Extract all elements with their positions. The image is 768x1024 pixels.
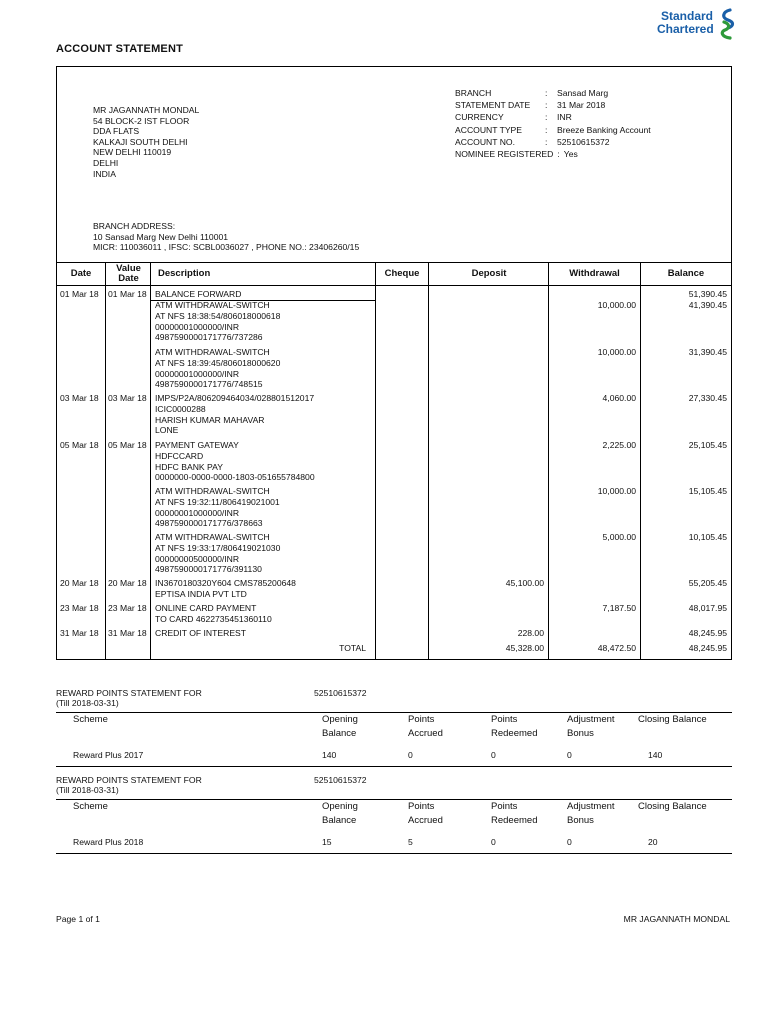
- row-description-line: HDFC BANK PAY: [155, 461, 223, 472]
- row-value-date: 23 Mar 18: [108, 603, 147, 613]
- col-withdrawal: Withdrawal: [569, 268, 620, 279]
- reward-col-closing: Closing Balance: [638, 801, 707, 812]
- row-description-line: EPTISA INDIA PVT LTD: [155, 588, 247, 599]
- reward-account: 52510615372: [314, 775, 367, 785]
- row-description-line: BALANCE FORWARD: [155, 289, 242, 299]
- row-description-line: AT NFS 18:39:45/806018000620: [155, 357, 281, 368]
- reward-account: 52510615372: [314, 688, 367, 698]
- page-title: ACCOUNT STATEMENT: [56, 43, 184, 55]
- reward-col-redeemed-line2: Redeemed: [491, 815, 538, 826]
- row-value-date: 20 Mar 18: [108, 578, 147, 588]
- standard-chartered-logo-icon: [716, 8, 738, 40]
- row-date: 05 Mar 18: [60, 440, 99, 450]
- address-line: DELHI: [93, 157, 119, 168]
- reward-col-redeemed: [491, 800, 537, 828]
- row-description-line: PAYMENT GATEWAY: [155, 440, 239, 450]
- row-balance: 48,017.95: [688, 603, 727, 613]
- info-value: Sansad Marg: [557, 88, 609, 98]
- reward-bonus: 0: [567, 837, 572, 847]
- account-info: BRANCH : Sansad Marg STATEMENT DATE : 31 Mar 2018 CURRENCY : INR ACCOUNT TYPE : Breeze Banking Account ACCOUNT NO. : 52510615372 NOMINEE REGISTERED : Yes: [455, 88, 651, 160]
- row-balance: 25,105.45: [688, 440, 727, 450]
- reward-closing: 20: [648, 837, 658, 847]
- reward-col-bonus-line2: Bonus: [567, 815, 594, 826]
- reward-col-accrued-line1: Points: [408, 714, 435, 725]
- reward-col-bonus-line1: Adjustment: [567, 714, 615, 725]
- row-balance: 48,245.95: [688, 628, 727, 638]
- row-deposit: 228.00: [517, 628, 544, 638]
- col-value-date-line2: Date: [118, 273, 139, 284]
- brand-line-1: Standard: [660, 9, 713, 23]
- branch-address-line: 10 Sansad Marg New Delhi 110001: [93, 231, 229, 242]
- brand-name: [657, 10, 713, 36]
- row-date: 23 Mar 18: [60, 603, 99, 613]
- col-balance: Balance: [667, 268, 705, 279]
- reward-col-bonus: [567, 800, 615, 828]
- reward-col-opening-line1: Opening: [322, 801, 358, 812]
- reward-col-bonus-line2: Bonus: [567, 728, 594, 739]
- row-withdrawal: 2,225.00: [602, 440, 636, 450]
- row-description-line: 00000001000000/INR: [155, 321, 240, 332]
- reward-rule-top: [56, 712, 732, 713]
- row-description-line: AT NFS 18:38:54/806018000618: [155, 310, 281, 321]
- row-withdrawal: 10,000.00: [597, 347, 636, 357]
- row-withdrawal: 10,000.00: [597, 300, 636, 310]
- row-description-line: ATM WITHDRAWAL-SWITCH: [155, 486, 270, 496]
- customer-address: [93, 105, 199, 179]
- info-label: NOMINEE REGISTERED: [455, 149, 554, 160]
- row-description-line: ICIC0000288: [155, 403, 206, 414]
- row-balance: 31,390.45: [688, 347, 727, 357]
- col-divider: [150, 262, 151, 660]
- reward-title: REWARD POINTS STATEMENT FOR: [56, 775, 202, 785]
- col-description: Description: [158, 268, 211, 279]
- row-value-date: 31 Mar 18: [108, 628, 147, 638]
- total-withdrawal: 48,472.50: [597, 643, 636, 653]
- row-description-line: HDFCCARD: [155, 450, 204, 461]
- total-deposit: 45,328.00: [505, 643, 544, 653]
- info-label: ACCOUNT TYPE: [455, 124, 523, 135]
- reward-col-opening-line2: Balance: [322, 815, 357, 826]
- col-value-date: [106, 262, 151, 286]
- branch-address: [93, 221, 359, 253]
- row-balance: 55,205.45: [688, 578, 727, 588]
- reward-col-accrued: [408, 800, 443, 828]
- col-divider: [548, 262, 549, 660]
- row-date: 20 Mar 18: [60, 578, 99, 588]
- row-date: 31 Mar 18: [60, 628, 99, 638]
- reward-col-scheme: Scheme: [73, 801, 108, 812]
- total-label: TOTAL: [339, 643, 366, 653]
- reward-col-bonus: [567, 713, 615, 741]
- row-description-line: 4987590000171776/748515: [155, 379, 263, 390]
- row-value-date: 05 Mar 18: [108, 440, 147, 450]
- reward-title: REWARD POINTS STATEMENT FOR: [56, 688, 202, 698]
- reward-till: (Till 2018-03-31): [56, 698, 119, 708]
- reward-scheme: Reward Plus 2018: [73, 837, 144, 847]
- address-line: MR JAGANNATH MONDAL: [93, 105, 200, 115]
- row-withdrawal: 4,060.00: [602, 393, 636, 403]
- reward-col-scheme: Scheme: [73, 714, 108, 725]
- info-label: BRANCH: [455, 88, 492, 98]
- row-description-line: TO CARD 4622735451360110: [155, 613, 272, 624]
- reward-col-accrued-line1: Points: [408, 801, 435, 812]
- reward-closing: 140: [648, 750, 663, 760]
- reward-rule-top: [56, 799, 732, 800]
- reward-col-opening-line2: Balance: [322, 728, 357, 739]
- reward-col-closing: Closing Balance: [638, 714, 707, 725]
- col-deposit: Deposit: [471, 268, 507, 279]
- row-description-line: ONLINE CARD PAYMENT: [155, 603, 257, 613]
- reward-opening: 15: [322, 837, 332, 847]
- reward-col-opening-line1: Opening: [322, 714, 358, 725]
- info-value: 31 Mar 2018: [557, 100, 606, 111]
- reward-col-redeemed-line1: Points: [491, 714, 518, 725]
- reward-col-redeemed: [491, 713, 537, 741]
- info-value: Breeze Banking Account: [557, 124, 651, 135]
- row-deposit: 45,100.00: [505, 578, 544, 588]
- reward-col-opening: [322, 800, 358, 828]
- col-divider: [375, 262, 376, 660]
- row-description-line: ATM WITHDRAWAL-SWITCH: [155, 300, 270, 310]
- row-description-line: AT NFS 19:32:11/806419021001: [155, 496, 280, 507]
- col-divider: [428, 262, 429, 660]
- address-line: KALKAJI SOUTH DELHI: [93, 136, 188, 147]
- total-balance: 48,245.95: [688, 643, 727, 653]
- row-balance: 41,390.45: [688, 300, 727, 310]
- row-balance: 27,330.45: [688, 393, 727, 403]
- row-balance: 10,105.45: [688, 532, 727, 542]
- row-description-line: HARISH KUMAR MAHAVAR: [155, 414, 265, 425]
- row-description-line: 00000000500000/INR: [155, 553, 240, 564]
- row-description-line: IN3670180320Y604 CMS785200648: [155, 578, 296, 588]
- row-balance: 15,105.45: [688, 486, 727, 496]
- reward-col-redeemed-line1: Points: [491, 801, 518, 812]
- reward-col-accrued-line2: Accrued: [408, 815, 443, 826]
- info-value: INR: [557, 112, 572, 123]
- reward-col-bonus-line1: Adjustment: [567, 801, 615, 812]
- info-label: CURRENCY: [455, 112, 504, 123]
- row-description-line: 00000001000000/INR: [155, 368, 240, 379]
- reward-accrued: 0: [408, 750, 413, 760]
- col-date: Date: [70, 268, 92, 279]
- row-description-line: 00000001000000/INR: [155, 507, 240, 518]
- row-description-line: CREDIT OF INTEREST: [155, 628, 247, 638]
- col-divider: [105, 262, 106, 660]
- row-description-line: 4987590000171776/737286: [155, 332, 263, 343]
- reward-scheme: Reward Plus 2017: [73, 750, 144, 760]
- brand-line-2: Chartered: [657, 22, 714, 36]
- reward-redeemed: 0: [491, 750, 496, 760]
- reward-col-redeemed-line2: Redeemed: [491, 728, 538, 739]
- info-value: 52510615372: [557, 136, 610, 147]
- row-withdrawal: 5,000.00: [602, 532, 636, 542]
- row-description-line: LONE: [155, 425, 179, 436]
- reward-opening: 140: [322, 750, 337, 760]
- reward-redeemed: 0: [491, 837, 496, 847]
- address-line: 54 BLOCK-2 IST FLOOR: [93, 115, 190, 126]
- reward-till: (Till 2018-03-31): [56, 785, 119, 795]
- row-description-line: AT NFS 19:33:17/806419021030: [155, 542, 281, 553]
- address-line: DDA FLATS: [93, 126, 140, 137]
- address-line: NEW DELHI 110019: [93, 147, 172, 158]
- col-divider: [640, 262, 641, 660]
- footer-name: MR JAGANNATH MONDAL: [623, 914, 730, 924]
- row-date: 03 Mar 18: [60, 393, 99, 403]
- info-value: Yes: [563, 149, 578, 160]
- reward-col-opening: [322, 713, 358, 741]
- reward-col-accrued: [408, 713, 443, 741]
- row-balance: 51,390.45: [688, 289, 727, 299]
- row-description-line: ATM WITHDRAWAL-SWITCH: [155, 532, 270, 542]
- branch-address-label: BRANCH ADDRESS:: [93, 221, 176, 231]
- row-date: 01 Mar 18: [60, 289, 99, 299]
- info-label: STATEMENT DATE: [455, 100, 531, 111]
- col-value-date-line1: Value: [116, 263, 141, 274]
- col-cheque: Cheque: [384, 268, 420, 279]
- reward-accrued: 5: [408, 837, 413, 847]
- page-number: Page 1 of 1: [56, 914, 100, 924]
- reward-rule-bottom: [56, 766, 732, 767]
- reward-col-accrued-line2: Accrued: [408, 728, 443, 739]
- row-withdrawal: 7,187.50: [602, 603, 636, 613]
- row-description-line: 0000000-0000-0000-1803-051655784800: [155, 472, 315, 483]
- address-line: INDIA: [93, 168, 116, 179]
- row-value-date: 01 Mar 18: [108, 289, 147, 299]
- row-description-line: 4987590000171776/391130: [155, 564, 262, 575]
- reward-rule-bottom: [56, 853, 732, 854]
- row-description-line: ATM WITHDRAWAL-SWITCH: [155, 347, 270, 357]
- info-label: ACCOUNT NO.: [455, 136, 516, 147]
- reward-bonus: 0: [567, 750, 572, 760]
- row-withdrawal: 10,000.00: [597, 486, 636, 496]
- row-description-line: 4987590000171776/378663: [155, 518, 263, 529]
- branch-micr-ifsc: MICR: 110036011 , IFSC: SCBL0036027 , PHONE NO.: 23406260/15: [93, 242, 360, 253]
- row-value-date: 03 Mar 18: [108, 393, 147, 403]
- row-description-line: IMPS/P2A/806209464034/028801512017: [155, 393, 315, 403]
